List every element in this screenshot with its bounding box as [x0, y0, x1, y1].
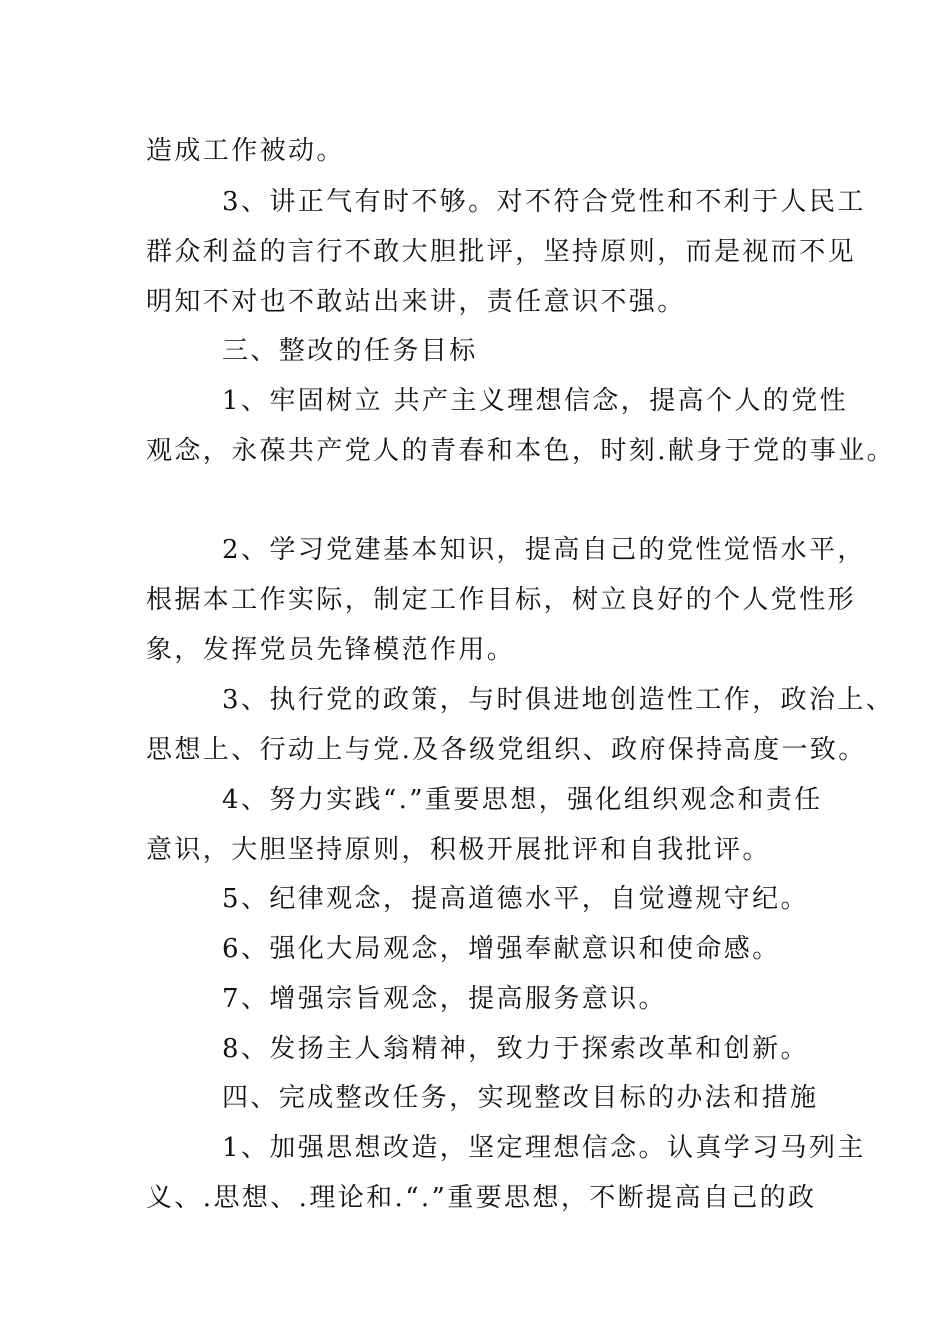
- text-line: 明知不对也不敢站出来讲，责任意识不强。: [146, 287, 686, 317]
- section-heading: 三、整改的任务目标: [222, 336, 478, 366]
- text-line: 2、学习党建基本知识，提高自己的党性觉悟水平，: [222, 535, 866, 565]
- text-line: 4、努力实践“.”重要思想，强化组织观念和责任: [222, 785, 823, 815]
- section-heading: 四、完成整改任务，实现整改目标的办法和措施: [222, 1083, 819, 1113]
- text-line: 思想上、行动上与党.及各级党组织、政府保持高度一致。: [146, 735, 867, 765]
- text-line: 意识，大胆坚持原则，积极开展批评和自我批评。: [146, 835, 771, 865]
- text-line: 3、讲正气有时不够。对不符合党性和不利于人民工: [222, 187, 866, 217]
- text-line: 观念，永葆共产党人的青春和本色，时刻.献身于党的事业。: [146, 436, 896, 466]
- text-line: 1、加强思想改造，坚定理想信念。认真学习马列主: [222, 1133, 866, 1163]
- text-line: 根据本工作实际，制定工作目标，树立良好的个人党性形: [146, 585, 857, 615]
- text-line: 3、执行党的政策，与时俱进地创造性工作，政治上、: [222, 685, 895, 715]
- text-line: 1、牢固树立 共产主义理想信念，提高个人的党性: [222, 386, 849, 416]
- text-line: 义、.思想、.理论和.“.”重要思想，不断提高自己的政: [146, 1183, 817, 1213]
- text-line: 7、增强宗旨观念，提高服务意识。: [222, 984, 667, 1014]
- text-line: 象，发挥党员先锋模范作用。: [146, 635, 516, 665]
- text-line: 群众利益的言行不敢大胆批评，坚持原则，而是视而不见: [146, 237, 857, 267]
- text-line: 6、强化大局观念，增强奉献意识和使命感。: [222, 934, 781, 964]
- text-line: 5、纪律观念，提高道德水平，自觉遵规守纪。: [222, 884, 809, 914]
- text-line: 造成工作被动。: [146, 136, 345, 166]
- text-line: 8、发扬主人翁精神，致力于探索改革和创新。: [222, 1034, 809, 1064]
